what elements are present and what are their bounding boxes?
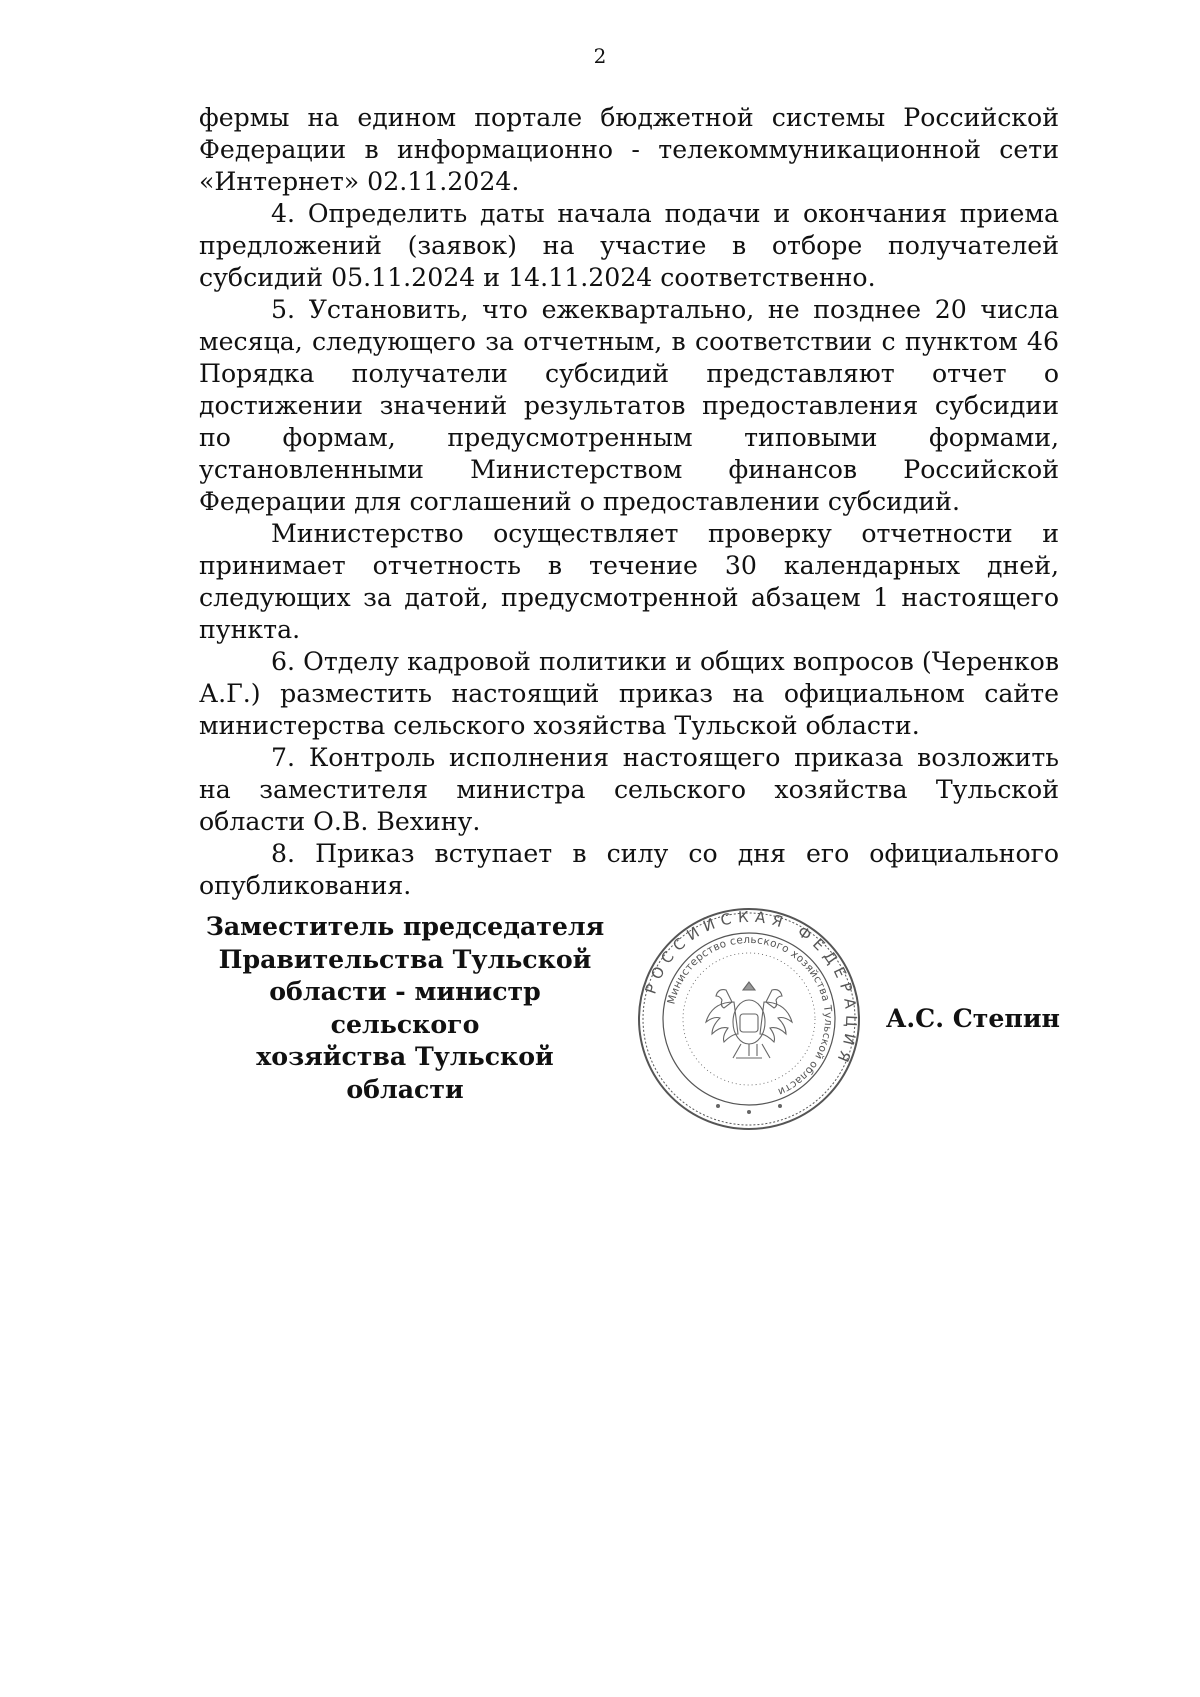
- order-body: [199, 102, 1059, 902]
- paragraph-item-5-continued: Министерство осуществляет проверку отчетности и принимает отчетность в течение 30 календарных дней, следующих за датой, предусмотренной абзацем 1 настоящего пункта.: [199, 519, 1059, 644]
- signatory-title-line: Правительства Тульской: [218, 943, 592, 974]
- seal-inner-text: Министерство сельского хозяйства Тульской области: [665, 933, 835, 1098]
- svg-text:Министерство сельского хозяйст: [665, 934, 834, 1098]
- signatory-title-line: хозяйства Тульской области: [256, 1041, 554, 1104]
- signatory-name: А.С. Степин: [885, 1003, 1060, 1033]
- signatory-title: [205, 910, 605, 1105]
- double-headed-eagle-icon: [706, 982, 792, 1058]
- signatory-title-line: Заместитель председателя: [205, 911, 605, 941]
- paragraph-item-8: 8. Приказ вступает в силу со дня его официального опубликования.: [199, 839, 1059, 900]
- paragraph-item-5: 5. Установить, что ежеквартально, не позднее 20 числа месяца, следующего за отчетным, в соответствии с пунктом 46 Порядка получатели субсидий представляют отчет о достижении значений результатов предоставления субсидии по формам, предусмотренным типовыми формами, установленными Министерством финансов Российской Федерации для соглашений о предоставлении субсидий.: [199, 295, 1059, 516]
- page-number: 2: [593, 44, 607, 68]
- signatory-title-line: области - министр сельского: [269, 976, 541, 1039]
- seal-graphic: [636, 906, 862, 1132]
- paragraph-continuation: фермы на едином портале бюджетной системы Российской Федерации в информационно - телекоммуникационной сети «Интернет» 02.11.2024.: [199, 103, 1059, 196]
- official-seal-stamp: [636, 906, 862, 1132]
- seal-outer-text: РОССИЙСКАЯ ФЕДЕРАЦИЯ: [641, 907, 861, 1071]
- paragraph-item-7: 7. Контроль исполнения настоящего приказа возложить на заместителя министра сельского хозяйства Тульской области О.В. Вехину.: [199, 743, 1059, 836]
- paragraph-item-6: 6. Отделу кадровой политики и общих вопросов (Черенков А.Г.) разместить настоящий приказ на официальном сайте министерства сельского хозяйства Тульской области.: [199, 647, 1059, 740]
- paragraph-item-4: 4. Определить даты начала подачи и окончания приема предложений (заявок) на участие в отборе получателей субсидий 05.11.2024 и 14.11.2024 соответственно.: [199, 199, 1059, 292]
